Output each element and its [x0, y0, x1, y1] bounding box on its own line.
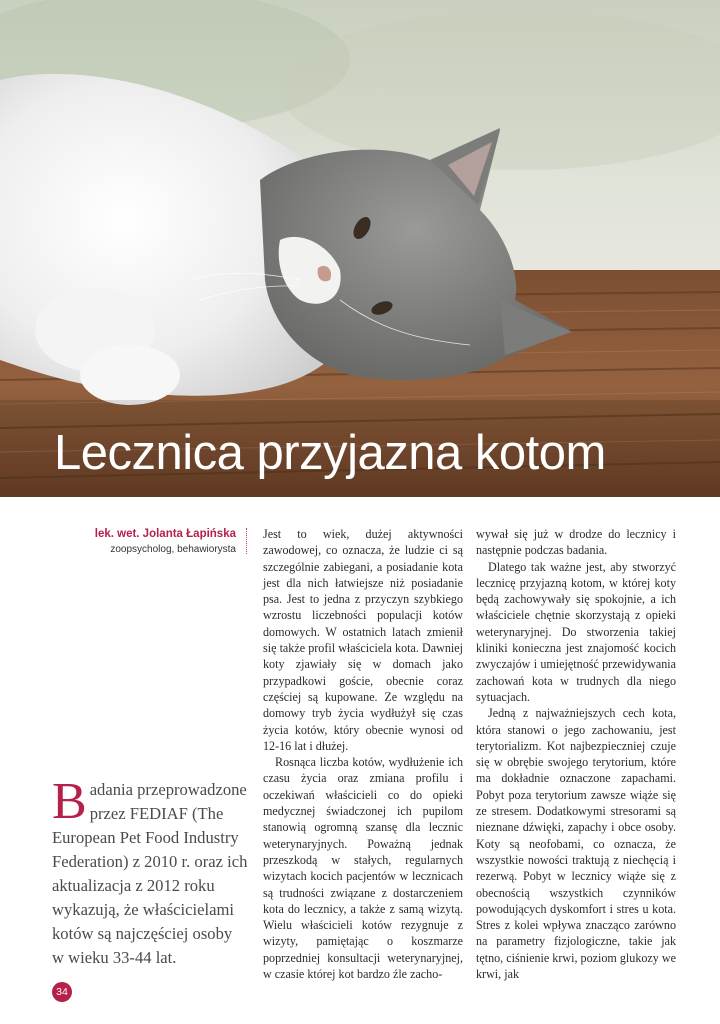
drop-cap: B [52, 773, 87, 830]
page-number: 34 [52, 982, 72, 1002]
paragraph: Jedną z najważniejszych cech kota, która stanowi o jego zachowaniu, jest terytorializm. Kot najbezpieczniej czuje się w obrębie swojego terytorium, które ma dokładnie oznaczone zapachami. Pobyt poza terytorium zawsze wiąże się ze stresem. Dodatkowymi stresorami są nieznane dźwięki, zapachy i obce osoby. Koty są neofobami, co oznacza, że wszystkie nowości traktują z niechęcią i rezerwą. Pobyt w lecznicy wiąże się z obecnością wszystkich czynników powodujących dyskomfort i stres u kota. Stres z kolei wpływa znacząco zarówno na parametry fizjologiczne, takie jak tętno, ciśnienie krwi, poziom glukozy we krwi, jak [476, 706, 676, 982]
article-title: Lecznica przyjazna kotom [54, 426, 606, 480]
paragraph: Rosnąca liczba kotów, wydłużenie ich czasu życia oraz zmiana profilu i oczekiwań właścicieli co do opieki medycznej świadczonej ich pupilom stanowią ogromną szansę dla lecznic weterynaryjnych. Poważną jednak przeszkodą w stałych, regularnych wizytach kocich pacjentów w lecznicach są trudności związane z dostarczeniem kota do lecznicy, a także z samą wizytą. Wielu właścicieli kotów rezygnuje z wizyty, pamiętając o koszmarze poprzedniej konsultacji weterynaryjnej, w czasie której kot bardzo źle zacho- [263, 755, 463, 982]
pull-quote-text: adania przeprowadzone przez FEDIAF (The European Pet Food Industry Federation) z 2010 r. oraz ich aktualizacja z 2012 roku wykazują, że właścicielami kotów są najczęściej osoby w wieku 33-44 lat. [52, 780, 248, 967]
author-name: lek. wet. Jolanta Łapińska [94, 528, 236, 540]
text-column-1 [263, 526, 463, 982]
pull-quote [52, 773, 248, 970]
author-divider [246, 528, 247, 554]
author-role: zoopsycholog, behawiorysta [110, 544, 236, 555]
paragraph: Jest to wiek, dużej aktywności zawodowej, co oznacza, że ludzie ci są szczególnie zabiegani, a posiadanie kota jest dla nich łatwiejsze niż posiadanie psa. Jest to jedna z przyczyn szybkiego wzrostu liczebności populacji kotów domowych. W ostatnich latach zmienił się także profil właściciela kota. Dawniej koty zjawiały się w domach jako przypadkowi goście, obecnie coraz częściej są kupowane. Ze względu na domowy tryb życia wydłużył się czas życia kotów, który obecnie wynosi od 12-16 lat i dłużej. [263, 527, 463, 753]
text-column-2 [476, 526, 676, 982]
paragraph: Dlatego tak ważne jest, aby stworzyć lecznicę przyjazną kotom, w której koty będą zachowywały się spokojnie, a ich właściciele chętnie skorzystają z opieki weterynaryjnej. Do stworzenia takiej kliniki konieczna jest znajomość kocich zwyczajów i umiejętność przewidywania zachowań kota w trudnych dla niego sytuacjach. [476, 559, 676, 704]
paragraph: wywał się już w drodze do lecznicy i następnie podczas badania. [476, 527, 676, 558]
author-block [60, 526, 236, 557]
